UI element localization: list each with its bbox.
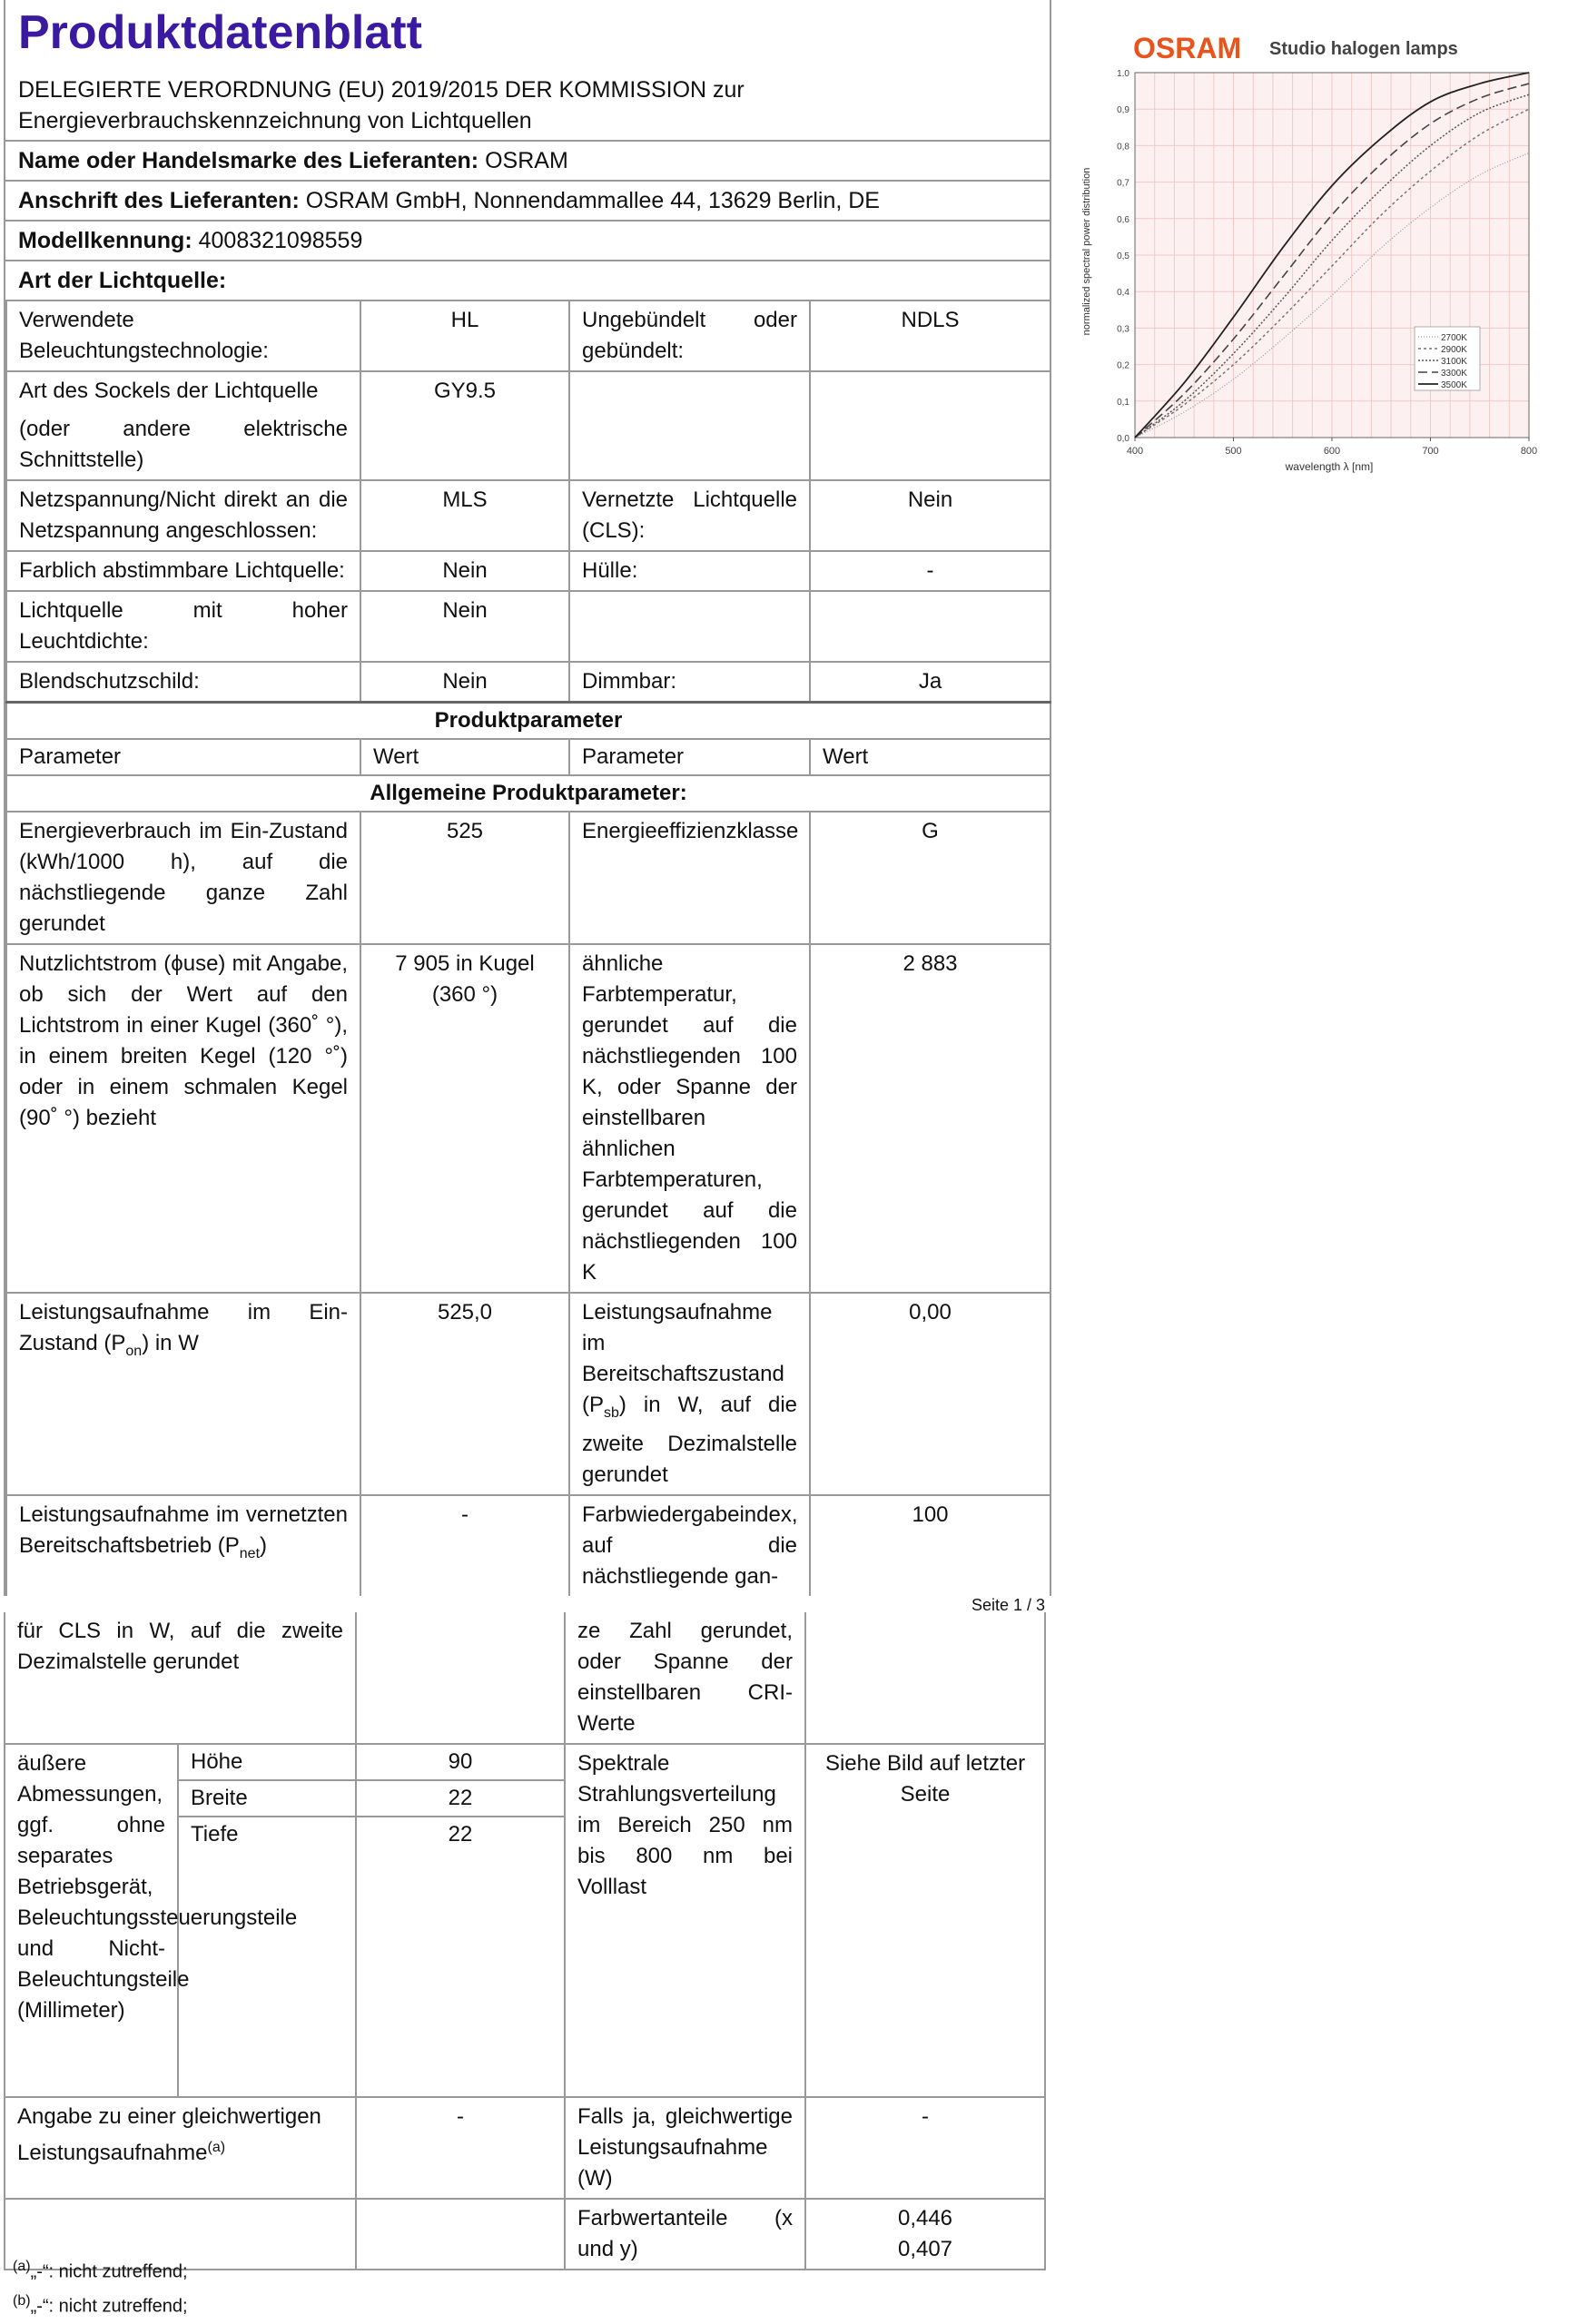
- title-block: [5, 0, 1050, 140]
- y-tick-label: 0,8: [1117, 142, 1129, 153]
- type-table: [5, 300, 1051, 1596]
- chromaticity-y: 0,407: [897, 2237, 953, 2261]
- type-row: [5, 261, 1050, 300]
- x-tick-label: 400: [1126, 446, 1144, 457]
- psb-label: Leistungsaufnahme im Bereitschaftszustand $(P_{sb})$ in W, auf die zweite Dezimalstelle gerundet: [569, 1293, 810, 1495]
- cri-continued: ze Zahl gerundet, oder Spanne der einstellbaren CRI-Werte: [565, 1612, 805, 1744]
- page-title: Produktdatenblatt: [18, 6, 422, 59]
- table-row: [5, 1612, 1045, 1744]
- y-tick-label: 0,5: [1117, 251, 1129, 261]
- datasheet-page1: [4, 0, 1051, 1596]
- legend-label: 3300K: [1441, 369, 1467, 379]
- model-label: Modellkennung:: [18, 228, 192, 253]
- supplier-label: Name oder Handelsmarke des Lieferanten:: [18, 148, 479, 173]
- type-label: Art der Lichtquelle:: [18, 268, 227, 293]
- class-label: Energieeffizienzklasse: [569, 812, 810, 944]
- footnote-b: $^{(b)}$„-“: nicht zutreffend;: [13, 2293, 188, 2317]
- pnet-continued: für CLS in W, auf die zweite Dezimalstelle gerundet: [5, 1612, 356, 1744]
- chromaticity-value: [805, 2199, 1045, 2270]
- y-tick-label: 1.0: [1117, 69, 1129, 79]
- y-tick-label: 0,0: [1117, 434, 1129, 444]
- legend-label: 3500K: [1441, 380, 1467, 390]
- chromaticity-label: Farbwertanteile (x und y): [565, 2199, 805, 2270]
- table-row: [6, 775, 1050, 812]
- cls-value: Nein: [810, 480, 1050, 551]
- cct-label: ähnliche Farbtemperatur, gerundet auf die nächstliegenden 100 K, oder Spanne der einstellbaren ähnlichen Farbtemperaturen, gerundet auf die nächstliegenden 100 K: [569, 944, 810, 1293]
- cap-label-2: (oder andere elektrische Schnittstelle): [19, 417, 348, 472]
- tunable-label: Farblich abstimmbare Lichtquelle:: [6, 551, 360, 591]
- supplier-row: [5, 140, 1050, 182]
- table-row: [6, 739, 1050, 775]
- y-tick-label: 0,9: [1117, 105, 1129, 116]
- cap-value: GY9.5: [360, 371, 569, 480]
- energy-value: 525: [360, 812, 569, 944]
- y-tick-label: 0,7: [1117, 178, 1129, 189]
- cri-label: Farbwiedergabeindex, auf die nächstliegende gan-: [569, 1495, 810, 1596]
- y-axis-ticks: [1117, 69, 1129, 444]
- if-yes-label: Falls ja, gleichwertige Leistungsaufnahme (W): [565, 2097, 805, 2199]
- equivalent-value: -: [356, 2097, 565, 2199]
- datasheet-page2: [4, 1612, 1044, 2270]
- header-parameter-1: Parameter: [6, 739, 360, 775]
- table-row: [6, 944, 1050, 1293]
- flux-value: 7 905 in Kugel (360 °): [360, 944, 569, 1293]
- x-axis-label: wavelength λ [nm]: [1285, 460, 1374, 473]
- cri-value: 100: [810, 1495, 1050, 1596]
- dimmable-label: Dimmbar:: [569, 662, 810, 703]
- dimensions-label: äußere Abmessungen, ggf. ohne separates Betriebsgerät, Beleuchtungssteuerungsteile und Nicht-Beleuchtungsteile (Millimeter): [5, 1744, 178, 2097]
- cls-label: Vernetzte Lichtquelle (CLS):: [569, 480, 810, 551]
- footnote-a: $^{(a)}$„-“: nicht zutreffend;: [13, 2259, 188, 2282]
- continued-table: [4, 1612, 1046, 2270]
- glare-value: Nein: [360, 662, 569, 703]
- x-tick-label: 500: [1225, 446, 1242, 457]
- header-parameter-2: Parameter: [569, 739, 810, 775]
- legend-label: 2700K: [1441, 333, 1467, 343]
- equivalent-label: Angabe zu einer gleichwertigen Leistungsaufnahme$^{(a)}$: [5, 2097, 356, 2199]
- pon-label: Leistungsaufnahme im Ein-Zustand $(P_{on})$ in W: [6, 1293, 360, 1495]
- table-row: [6, 591, 1050, 662]
- dimmable-value: Ja: [810, 662, 1050, 703]
- width-value: 22: [356, 1780, 565, 1817]
- y-tick-label: 0,2: [1117, 360, 1129, 371]
- header-value-1: Wert: [360, 739, 569, 775]
- y-tick-label: 0,3: [1117, 324, 1129, 335]
- section-general: Allgemeine Produktparameter:: [6, 775, 1050, 812]
- address-value: OSRAM GmbH, Nonnendammallee 44, 13629 Berlin, DE: [305, 188, 880, 213]
- pnet-value: -: [360, 1495, 569, 1596]
- depth-value: 22: [356, 1817, 565, 1852]
- y-tick-label: 0,4: [1117, 288, 1129, 299]
- legend-label: 3100K: [1441, 357, 1467, 367]
- y-tick-label: 0,1: [1117, 397, 1129, 408]
- y-tick-label: 0,6: [1117, 214, 1129, 225]
- spd-label: Spektrale Strahlungsverteilung im Bereich 250 nm bis 800 nm bei Volllast: [565, 1744, 805, 2097]
- depth-label: Tiefe: [178, 1817, 356, 1852]
- table-row: [6, 371, 1050, 480]
- cap-label: Art des Sockels der Lichtquelle: [19, 379, 319, 403]
- chromaticity-x: 0,446: [897, 2206, 953, 2230]
- mains-label: Netzspannung/Nicht direkt an die Netzspannung angeschlossen:: [6, 480, 360, 551]
- x-tick-label: 600: [1323, 446, 1341, 457]
- pon-value: 525,0: [360, 1293, 569, 1495]
- table-row: [6, 1495, 1050, 1596]
- legend-label: 2900K: [1441, 345, 1467, 355]
- cap-cell: [6, 371, 360, 480]
- table-row: [6, 812, 1050, 944]
- spectral-distribution-chart: [1079, 20, 1551, 483]
- regulation-text: DELEGIERTE VERORDNUNG (EU) 2019/2015 DER KOMMISSION zur Energieverbrauchskennzeichnung von Lichtquellen: [18, 77, 745, 133]
- chart-legend: [1415, 327, 1480, 390]
- energy-label: Energieverbrauch im Ein-Zustand (kWh/1000 h), auf die nächstliegende ganze Zahl gerundet: [6, 812, 360, 944]
- envelope-label: Hülle:: [569, 551, 810, 591]
- psb-value: 0,00: [810, 1293, 1050, 1495]
- model-value: 4008321098559: [198, 228, 363, 253]
- supplier-value: OSRAM: [485, 148, 568, 173]
- table-row: [6, 300, 1050, 371]
- chart-brand: OSRAM: [1133, 32, 1242, 64]
- address-row: [5, 182, 1050, 222]
- table-row: [6, 551, 1050, 591]
- address-label: Anschrift des Lieferanten:: [18, 188, 300, 213]
- if-yes-value: -: [805, 2097, 1045, 2199]
- spd-value: Siehe Bild auf letzter Seite: [805, 1744, 1045, 2097]
- height-label: Höhe: [178, 1744, 356, 1780]
- y-axis-label: normalized spectral power distribution: [1081, 167, 1092, 336]
- focus-value: NDLS: [810, 300, 1050, 371]
- x-tick-label: 800: [1520, 446, 1538, 457]
- table-row: [6, 480, 1050, 551]
- pnet-label: Leistungsaufnahme im vernetzten Bereitschaftsbetrieb $(P_{net})$: [6, 1495, 360, 1596]
- table-row: [5, 1744, 1045, 1780]
- high-luminance-label: Lichtquelle mit hoher Leuchtdichte:: [6, 591, 360, 662]
- x-axis-ticks: [1127, 438, 1537, 457]
- cct-value: 2 883: [810, 944, 1050, 1293]
- tech-value: HL: [360, 300, 569, 371]
- tunable-value: Nein: [360, 551, 569, 591]
- model-row: [5, 222, 1050, 261]
- glare-label: Blendschutzschild:: [6, 662, 360, 703]
- width-label: Breite: [178, 1780, 356, 1817]
- page-number: Seite 1 / 3: [971, 1596, 1046, 1614]
- high-luminance-value: Nein: [360, 591, 569, 662]
- x-tick-label: 700: [1422, 446, 1439, 457]
- table-row: [6, 703, 1050, 740]
- table-row: [5, 2097, 1045, 2199]
- envelope-value: -: [810, 551, 1050, 591]
- chart-title: Studio halogen lamps: [1269, 39, 1458, 59]
- class-value: G: [810, 812, 1050, 944]
- mains-value: MLS: [360, 480, 569, 551]
- section-product-parameters: Produktparameter: [6, 703, 1050, 740]
- tech-label: Verwendete Beleuchtungstechnologie:: [6, 300, 360, 371]
- height-value: 90: [356, 1744, 565, 1780]
- table-row: [6, 1293, 1050, 1495]
- focus-label: Ungebündelt oder gebündelt:: [569, 300, 810, 371]
- table-row: [6, 662, 1050, 703]
- flux-label: Nutzlichtstrom (ϕuse) mit Angabe, ob sich der Wert auf den Lichtstrom in einer Kugel (360˚ °), in einem breiten Kegel (120 °˚) oder in einem schmalen Kegel (90˚ °) bezieht: [6, 944, 360, 1293]
- header-value-2: Wert: [810, 739, 1050, 775]
